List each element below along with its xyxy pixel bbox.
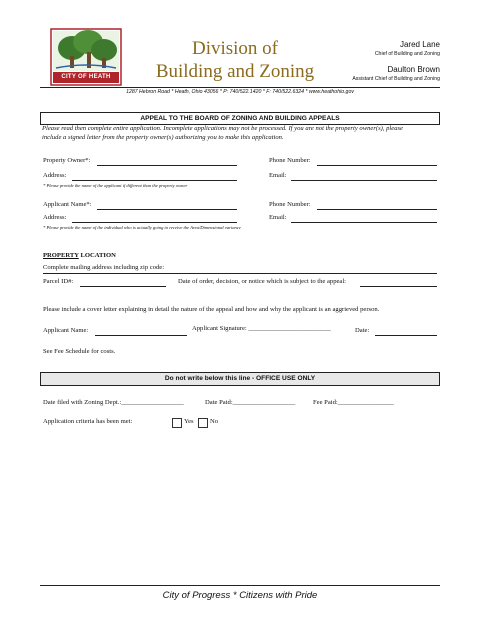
date-paid-field[interactable]: Date Paid:___________________ [205,399,296,406]
division-title-line1: Division of [191,38,279,59]
phone-number-label-1: Phone Number: [269,157,311,164]
applicant-signature-label: Applicant Signature: _________________________ [192,325,331,332]
yes-label: Yes [184,418,194,425]
staff-name-1: Jared Lane [399,40,440,49]
property-owner-field[interactable] [97,165,237,166]
footer-motto: City of Progress * Citizens with Pride [162,590,318,601]
email-field-2[interactable] [291,222,437,223]
date-label: Date: [355,327,370,334]
applicant-name-sign-field[interactable] [95,335,187,336]
header-rule [40,87,440,88]
date-filed-field[interactable]: Date filed with Zoning Dept.:___________________ [43,399,184,406]
property-heading-rest: LOCATION [78,252,116,259]
email-label-1: Email: [269,172,287,179]
address-line: 1287 Hebron Road * Heath, Ohio 43056 * P: 740/522.1420 * F: 740/522.6324 * www.heathohio.gov [126,89,354,95]
fee-paid-field[interactable]: Fee Paid:_________________ [313,399,394,406]
no-checkbox[interactable] [198,418,208,428]
yes-checkbox[interactable] [172,418,182,428]
email-label-2: Email: [269,214,287,221]
staff-title-2: Assistant Chief of Building and Zoning [352,76,440,82]
division-title-line2: Building and Zoning [155,61,315,82]
intro-line-1: Please read then complete entire application. Incomplete applications may not be processed. If you are not the property owner(s), please [42,125,403,132]
intro-line-2: include a signed letter from the property owner(s) authorizing you to make this application. [42,134,284,141]
phone-number-field-1[interactable] [317,165,437,166]
address-field-2[interactable] [72,222,237,223]
property-location-heading [43,252,116,260]
property-owner-label: Property Owner*: [43,157,91,164]
mailing-address-label: Complete mailing address including zip code: [43,264,165,271]
phone-number-field-2[interactable] [317,209,437,210]
address-field-1[interactable] [72,180,237,181]
applicant-name-sign-label: Applicant Name: [43,327,89,334]
address-label-2: Address: [43,214,67,221]
fee-schedule-text: See Fee Schedule for costs. [43,348,116,355]
parcel-id-label: Parcel ID#: [43,278,74,285]
form-title: APPEAL TO THE BOARD OF ZONING AND BUILDING APPEALS [40,112,440,125]
cover-letter-text: Please include a cover letter explaining in detail the nature of the appeal and how and why the applicant is an aggrieved person. [43,306,380,313]
owner-note: * Please provide the name of the applicant if different than the property owner [43,183,188,188]
staff-title-1: Chief of Building and Zoning [374,51,440,57]
criteria-label: Application criteria has been met: [43,418,133,425]
city-logo [50,28,122,86]
parcel-id-field[interactable] [80,286,166,287]
footer-rule [40,585,440,586]
applicant-note: * Please provide the name of the individual who is actually going to receive the Area/Dimensional variance [43,225,241,230]
applicant-name-label: Applicant Name*: [43,201,92,208]
office-use-header: Do not write below this line - OFFICE USE ONLY [40,372,440,386]
applicant-name-field[interactable] [97,209,237,210]
property-heading-underlined: PROPERTY [43,252,79,259]
phone-number-label-2: Phone Number: [269,201,311,208]
logo-text: CITY OF HEATH [61,74,111,80]
no-label: No [210,418,219,425]
mailing-address-field[interactable] [43,273,437,274]
address-label-1: Address: [43,172,67,179]
date-field[interactable] [375,335,437,336]
date-of-order-label: Date of order, decision, or notice which is subject to the appeal: [178,278,347,285]
date-of-order-field[interactable] [360,286,437,287]
staff-name-2: Daulton Brown [387,65,440,74]
email-field-1[interactable] [291,180,437,181]
